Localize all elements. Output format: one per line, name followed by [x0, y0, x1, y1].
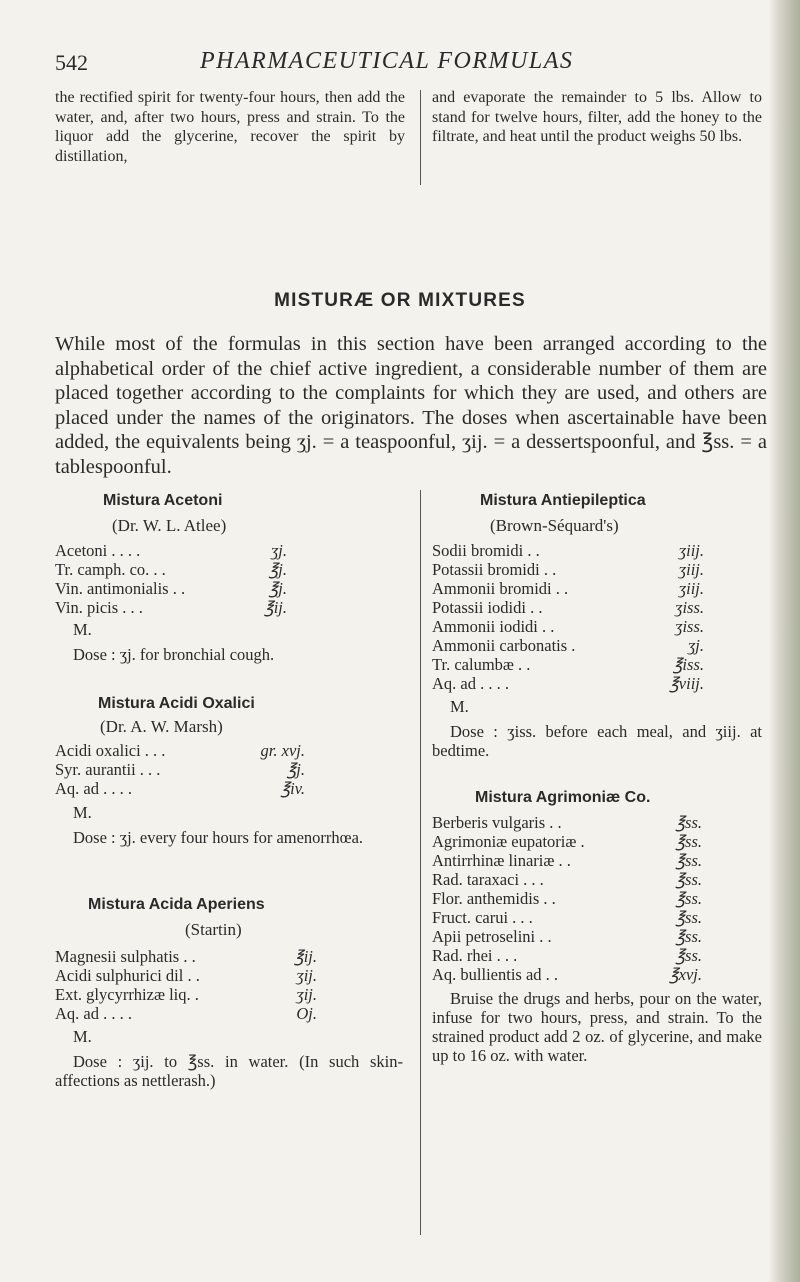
ingredient-line: Tr. camph. co. . . ℥j.	[55, 560, 287, 579]
ingredient-line: Aq. ad . . . . Oj.	[55, 1004, 317, 1023]
misce-mark: M.	[73, 620, 92, 639]
ingredient-line: Potassii iodidi . . ʒiss.	[432, 598, 704, 617]
ingredient-line: Vin. picis . . . ℥ij.	[55, 598, 287, 617]
ingredient-line: Vin. antimonialis . . ℥j.	[55, 579, 287, 598]
ingredient-line: Rad. taraxaci . . . ℥ss.	[432, 870, 702, 889]
ingredient-line: Acetoni . . . . ʒj.	[55, 541, 287, 560]
ingredient-line: Ammonii bromidi . . ʒiij.	[432, 579, 704, 598]
formula-author: (Startin)	[185, 920, 242, 939]
misce-mark: M.	[73, 1027, 92, 1046]
formula-title: Mistura Antiepileptica	[480, 492, 646, 509]
formula-dose: Dose : ʒj. every four hours for amenorrhœa.	[73, 828, 364, 847]
formula-author: (Brown-Séquard's)	[490, 516, 619, 535]
page-number: 542	[55, 50, 88, 75]
misce-mark: M.	[450, 697, 469, 716]
ingredient-line: Apii petroselini . . ℥ss.	[432, 927, 702, 946]
ingredient-line: Acidi oxalici . . . gr. xvj.	[55, 741, 305, 760]
column-rule-main	[420, 490, 421, 1235]
formula-directions: Bruise the drugs and herbs, pour on the water, infuse for two hours, press, and strain. To the strained product add 2 oz. of glycerine, and make up to 16 oz. with water.	[432, 989, 762, 1065]
formula-title: Mistura Acida Aperiens	[88, 896, 265, 913]
ingredient-line: Ext. glycyrrhizæ liq. . ʒij.	[55, 985, 317, 1004]
continued-text-right: and evaporate the remainder to 5 lbs. Allow to stand for twelve hours, filter, add the honey to the filtrate, and heat until the product weighs 50 lbs.	[432, 89, 762, 145]
ingredient-line: Antirrhinæ linariæ . . ℥ss.	[432, 851, 702, 870]
formula-title: Mistura Agrimoniæ Co.	[475, 789, 651, 806]
ingredient-line: Aq. ad . . . . ℥iv.	[55, 779, 305, 798]
ingredient-line: Berberis vulgaris . . ℥ss.	[432, 813, 702, 832]
formula-author: (Dr. W. L. Atlee)	[112, 516, 227, 535]
running-head: PHARMACEUTICAL FORMULAS	[200, 48, 574, 74]
formula-dose: Dose : ʒij. to ℥ss. in water. (In such skin-affections as nettlerash.)	[55, 1052, 403, 1090]
formula-dose: Dose : ʒj. for bronchial cough.	[73, 645, 275, 664]
ingredient-line: Rad. rhei . . . ℥ss.	[432, 946, 702, 965]
ingredient-line: Sodii bromidi . . ʒiij.	[432, 541, 704, 560]
page-edge-shadow	[768, 0, 800, 1282]
formula-title: Mistura Acidi Oxalici	[98, 695, 255, 712]
ingredient-line: Aq. ad . . . . ℥viij.	[432, 674, 704, 693]
ingredient-line: Ammonii carbonatis . ʒj.	[432, 636, 704, 655]
ingredient-line: Potassii bromidi . . ʒiij.	[432, 560, 704, 579]
formula-dose: Dose : ʒiss. before each meal, and ʒiij. at bedtime.	[432, 722, 762, 760]
ingredient-line: Magnesii sulphatis . . ℥ij.	[55, 947, 317, 966]
ingredient-line: Syr. aurantii . . . ℥j.	[55, 760, 305, 779]
ingredient-line: Ammonii iodidi . . ʒiss.	[432, 617, 704, 636]
column-rule-top	[420, 90, 421, 185]
continued-text-left: the rectified spirit for twenty-four hours, then add the water, and, after two hours, press and strain. To the liquor add the glycerine, recover the spirit by distillation,	[55, 89, 405, 165]
section-intro: While most of the formulas in this section have been arranged according to the alphabetical order of the chief active ingredient, a considerable number of them are placed together according to the complaints for which they are used, and others are placed under the names of the originators. The doses when ascertainable have been added, the equivalents being ʒj. = a teaspoonful, ʒij. = a dessertspoonful, and ℥ss. = a tablespoonful.	[55, 333, 767, 478]
ingredient-line: Aq. bullientis ad . . ℥xvj.	[432, 965, 702, 984]
ingredient-line: Flor. anthemidis . . ℥ss.	[432, 889, 702, 908]
ingredient-line: Fruct. carui . . . ℥ss.	[432, 908, 702, 927]
misce-mark: M.	[73, 803, 92, 822]
section-heading: MISTURÆ OR MIXTURES	[274, 290, 526, 311]
ingredient-line: Agrimoniæ eupatoriæ . ℥ss.	[432, 832, 702, 851]
formula-author: (Dr. A. W. Marsh)	[100, 717, 223, 736]
formula-title: Mistura Acetoni	[103, 492, 223, 509]
ingredient-line: Tr. calumbæ . . ℥iss.	[432, 655, 704, 674]
ingredient-line: Acidi sulphurici dil . . ʒij.	[55, 966, 317, 985]
